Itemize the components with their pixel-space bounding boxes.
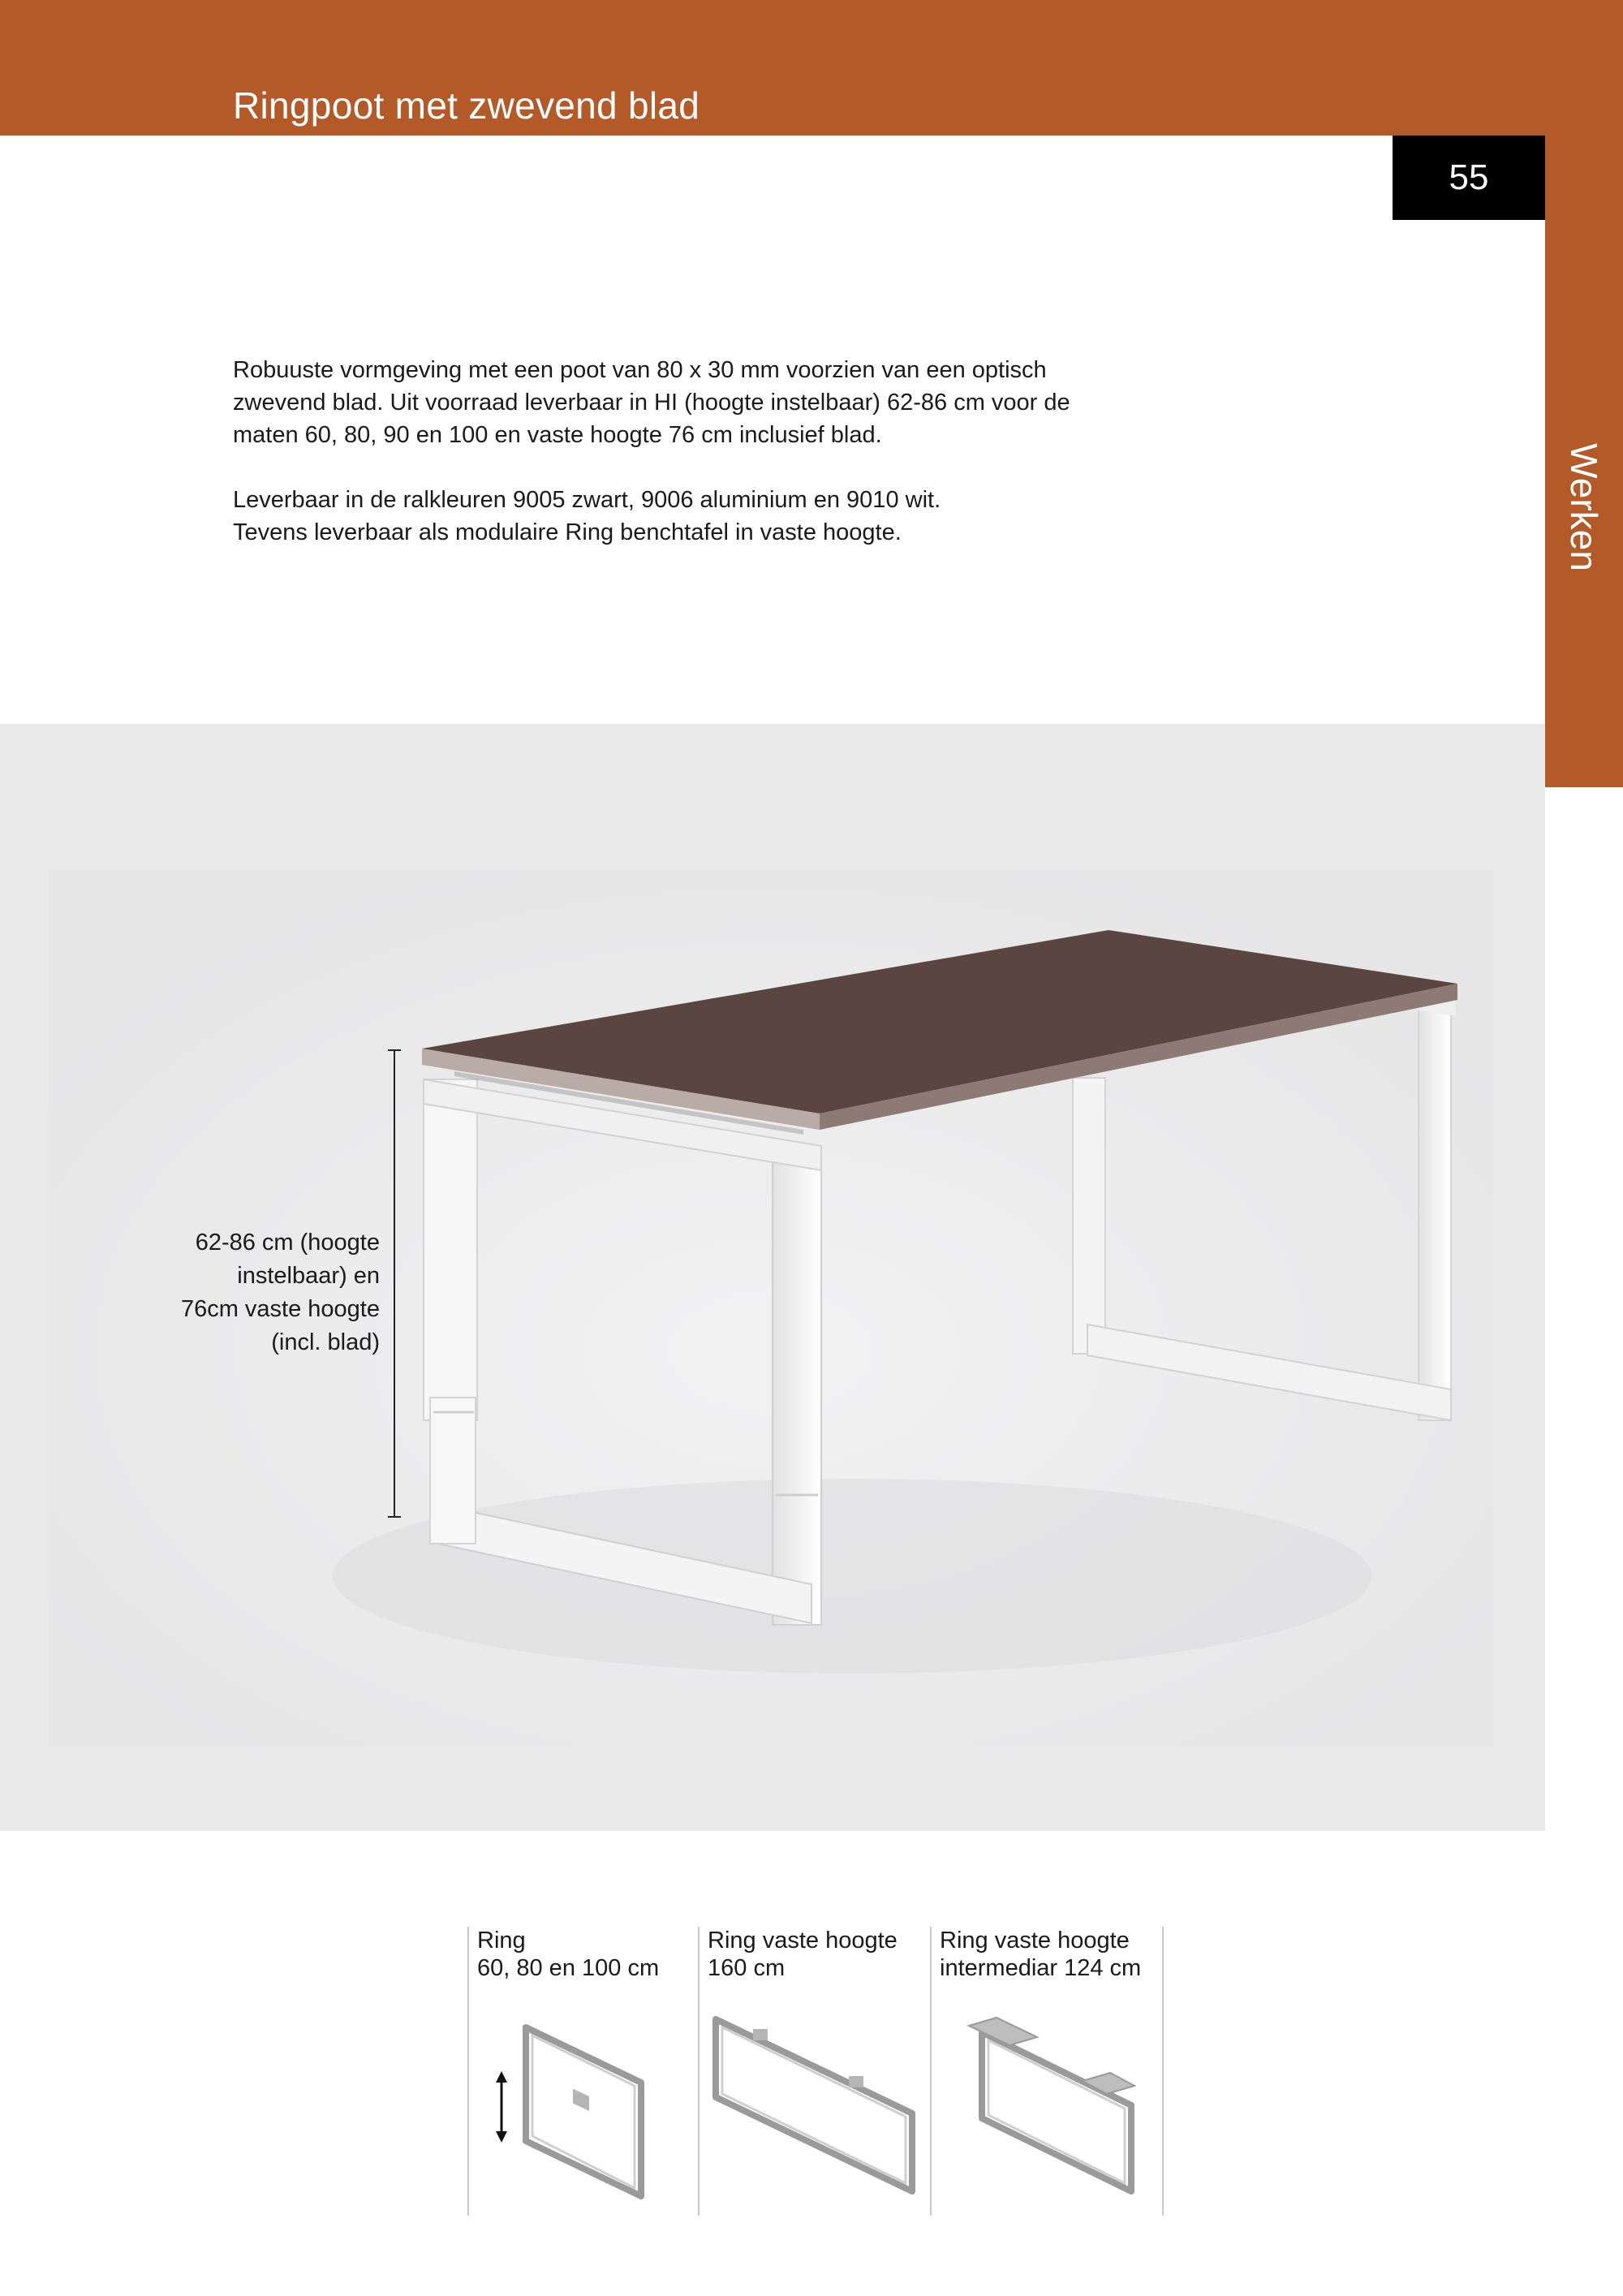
variant-name: Ring vaste hoogte — [708, 1928, 898, 1954]
intro-line: zwevend blad. Uit voorraad leverbaar in HI (hoogte instelbaar) 62-86 cm voor de — [233, 390, 1070, 416]
section-tab[interactable] — [1545, 136, 1623, 787]
intro-line: Leverbaar in de ralkleuren 9005 zwart, 9006 aluminium en 9010 wit. — [233, 487, 941, 513]
height-dimension-tick-top — [388, 1049, 401, 1051]
intro-paragraph-1 — [233, 354, 1207, 451]
measure-line-text: 62-86 cm (hoogte — [195, 1230, 380, 1256]
variant-divider — [1162, 1927, 1164, 2216]
height-dimension-tick-bottom — [388, 1516, 401, 1518]
variant-ring-124[interactable] — [930, 1927, 1164, 2216]
variant-ring[interactable] — [467, 1927, 700, 2216]
page-number: 55 — [1393, 136, 1545, 220]
intro-line: maten 60, 80, 90 en 100 en vaste hoogte 76 cm inclusief blad. — [233, 422, 882, 448]
intro-paragraph-2 — [233, 484, 1207, 549]
header-bar — [0, 0, 1623, 136]
variant-label — [477, 1927, 659, 1982]
height-dimension-label — [130, 1226, 380, 1359]
measure-line-text: 76cm vaste hoogte — [180, 1296, 380, 1322]
ring-160-frame-icon — [700, 2008, 932, 2216]
floor-shadow — [333, 1479, 1371, 1674]
height-dimension-line — [394, 1050, 395, 1518]
ring-124-frame-icon — [932, 2008, 1164, 2216]
variant-label — [708, 1927, 898, 1982]
variant-size: 60, 80 en 100 cm — [477, 1955, 660, 1981]
intro-line: Tevens leverbaar als modulaire Ring benchtafel in vaste hoogte. — [233, 519, 902, 545]
intro-line: Robuuste vormgeving met een poot van 80 x 30 mm voorzien van een optisch — [233, 357, 1047, 383]
variant-ring-160[interactable] — [698, 1927, 932, 2216]
variant-size: intermediar 124 cm — [940, 1955, 1142, 1981]
ring-frame-icon — [469, 2008, 700, 2216]
measure-line-text: instelbaar) en — [237, 1263, 380, 1289]
section-tab-label: Werken — [1563, 443, 1605, 571]
intro-text — [233, 354, 1207, 581]
variant-name: Ring vaste hoogte — [940, 1928, 1130, 1954]
measure-line-text: (incl. blad) — [271, 1329, 380, 1355]
variant-size: 160 cm — [708, 1955, 786, 1981]
page-title: Ringpoot met zwevend blad — [233, 84, 700, 127]
variant-label — [940, 1927, 1141, 1982]
variant-name: Ring — [477, 1928, 526, 1954]
